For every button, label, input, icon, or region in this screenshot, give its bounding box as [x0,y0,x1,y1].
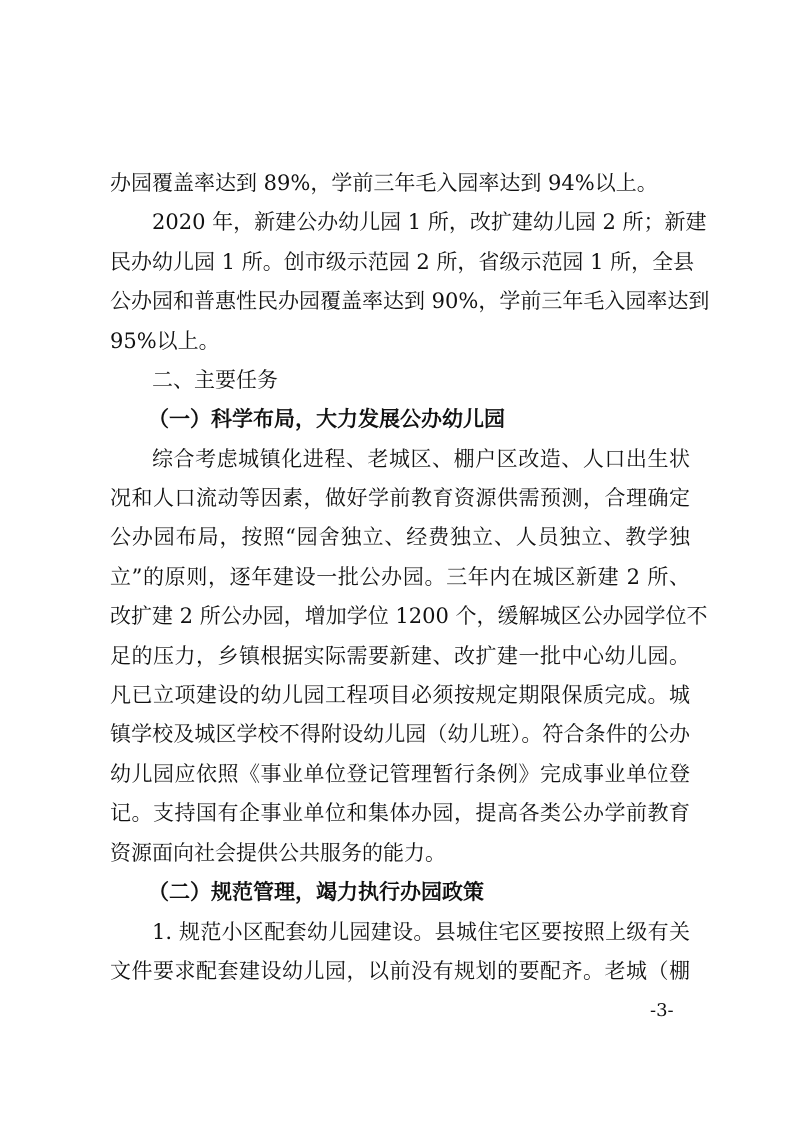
body-text-line: 民办幼儿园 1 所。创市级示范园 2 所，省级示范园 1 所，全县 [110,250,695,274]
body-text-line: 足的压力，乡镇根据实际需要新建、改扩建一批中心幼儿园。 [110,644,690,668]
body-text-line: 公办园和普惠性民办园覆盖率达到 90%，学前三年毛入园率达到 [110,289,710,313]
body-text-line: 95%以上。 [110,329,220,353]
body-text-line: 记。支持国有企事业单位和集体办园，提高各类公办学前教育 [110,801,690,825]
section-heading: 二、主要任务 [152,368,278,392]
body-text-line: 文件要求配套建设幼儿园，以前没有规划的要配齐。老城（棚 [110,959,690,983]
body-text-line: 公办园布局，按照“园舍独立、经费独立、人员独立、教学独 [110,525,690,549]
body-text-line: 综合考虑城镇化进程、老城区、棚户区改造、人口出生状 [152,447,690,471]
body-text-line: 资源面向社会提供公共服务的能力。 [110,841,446,865]
body-text-line: 立”的原则，逐年建设一批公办园。三年内在城区新建 2 所、 [110,565,690,589]
body-text-line: 凡已立项建设的幼儿园工程项目必须按规定期限保质完成。城 [110,683,690,707]
body-text-line: 办园覆盖率达到 89%，学前三年毛入园率达到 94%以上。 [110,171,658,195]
body-text-line: 1. 规范小区配套幼儿园建设。县城住宅区要按照上级有关 [152,920,690,944]
subsection-heading: （二）规范管理，竭力执行办园政策 [148,879,484,904]
body-text-line: 幼儿园应依照《事业单位登记管理暂行条例》完成事业单位登 [110,762,690,786]
subsection-heading: （一）科学布局，大力发展公办幼儿园 [148,406,505,431]
body-text-line: 改扩建 2 所公办园，增加学位 1200 个，缓解城区公办园学位不 [110,604,708,628]
body-text-line: 2020 年，新建公办幼儿园 1 所，改扩建幼儿园 2 所；新建 [152,210,707,234]
page-number: -3- [650,1000,674,1021]
body-text-line: 况和人口流动等因素，做好学前教育资源供需预测，合理确定 [110,486,690,510]
body-text-line: 镇学校及城区学校不得附设幼儿园（幼儿班）。符合条件的公办 [110,722,690,746]
